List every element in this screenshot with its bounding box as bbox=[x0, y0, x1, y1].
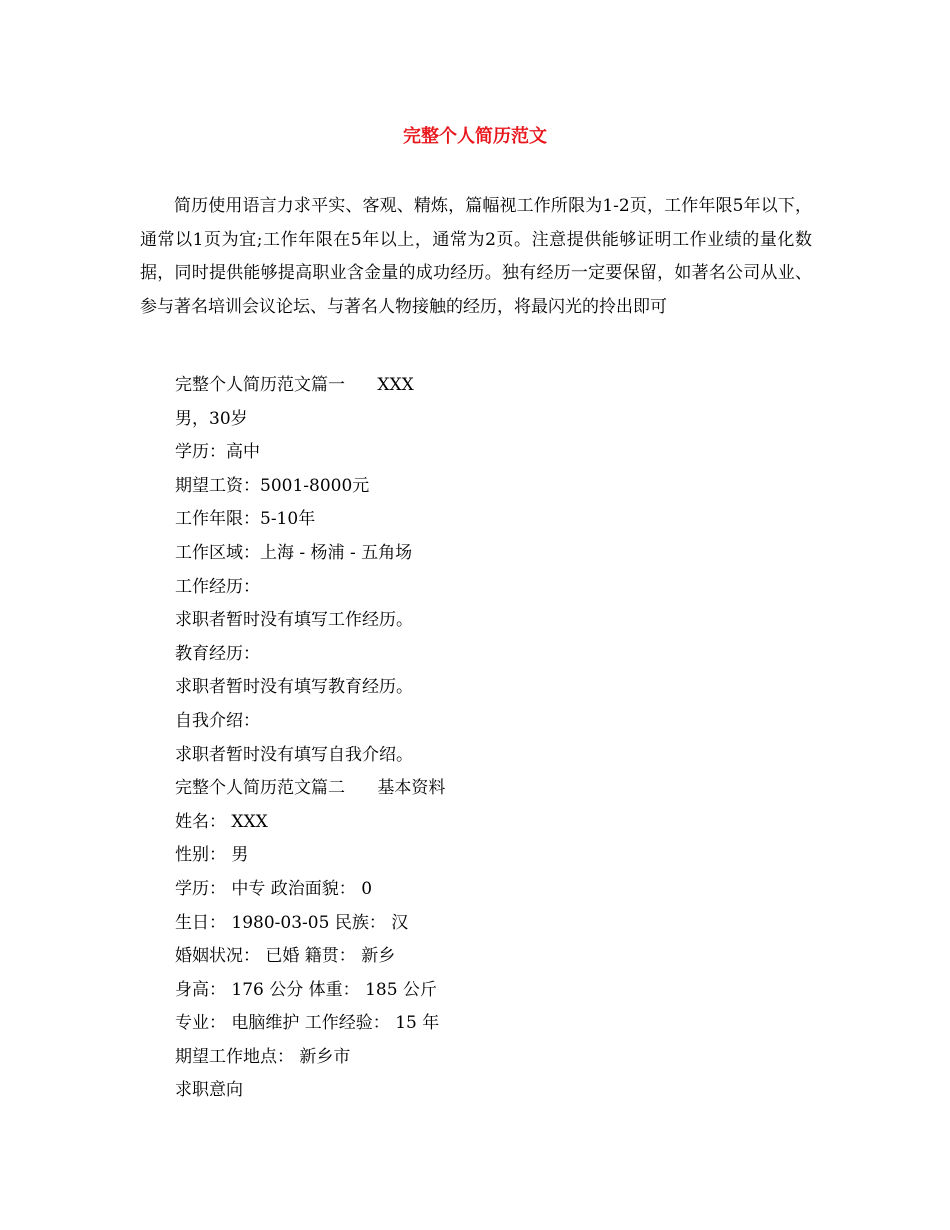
text-line: 工作区域：上海 - 杨浦 - 五角场 bbox=[175, 542, 413, 563]
text-line: 生日： 1980-03-05 民族： 汉 bbox=[175, 912, 409, 933]
text-line: 姓名： XXX bbox=[175, 811, 268, 832]
text-line: 完整个人简历范文篇一 XXX bbox=[175, 375, 414, 395]
text-line: 求职者暂时没有填写自我介绍。 bbox=[175, 744, 413, 765]
text-line: 婚姻状况： 已婚 籍贯： 新乡 bbox=[175, 946, 396, 967]
text-line: 求职者暂时没有填写工作经历。 bbox=[175, 610, 413, 631]
text-line: 求职意向 bbox=[175, 1080, 243, 1101]
text-line: 学历：高中 bbox=[175, 442, 260, 463]
text-line: 自我介绍： bbox=[175, 710, 260, 731]
text-line: 求职者暂时没有填写教育经历。 bbox=[175, 677, 413, 698]
text-line: 教育经历： bbox=[175, 643, 260, 664]
text-line: 工作年限：5-10年 bbox=[175, 509, 316, 530]
text-line: 男，30岁 bbox=[175, 408, 248, 429]
text-line: 期望工作地点： 新乡市 bbox=[175, 1046, 351, 1067]
text-line: 性别： 男 bbox=[175, 845, 249, 866]
text-line: 专业： 电脑维护 工作经验： 15 年 bbox=[175, 1013, 440, 1034]
text-line: 身高： 176 公分 体重： 185 公斤 bbox=[175, 979, 437, 1000]
text-line: 学历： 中专 政治面貌： 0 bbox=[175, 878, 373, 899]
text-line: 完整个人简历范文篇二 基本资料 bbox=[175, 778, 446, 799]
resume-lines bbox=[175, 369, 815, 1108]
text-line: 期望工资：5001-8000元 bbox=[175, 475, 370, 496]
page-title: 完整个人简历范文 bbox=[403, 126, 547, 147]
text-line: 工作经历： bbox=[175, 576, 260, 597]
intro-paragraph: 简历使用语言力求平实、客观、精炼，篇幅视工作所限为1-2页，工作年限5年以下，通常以1页为宜;工作年限在5年以上，通常为2页。注意提供能够证明工作业绩的量化数据，同时提供能够提高职业含金量的成功经历。独有经历一定要保留，如著名公司从业、参与著名培训会议论坛、与著名人物接触的经历，将最闪光的拎出即可 bbox=[140, 196, 812, 317]
